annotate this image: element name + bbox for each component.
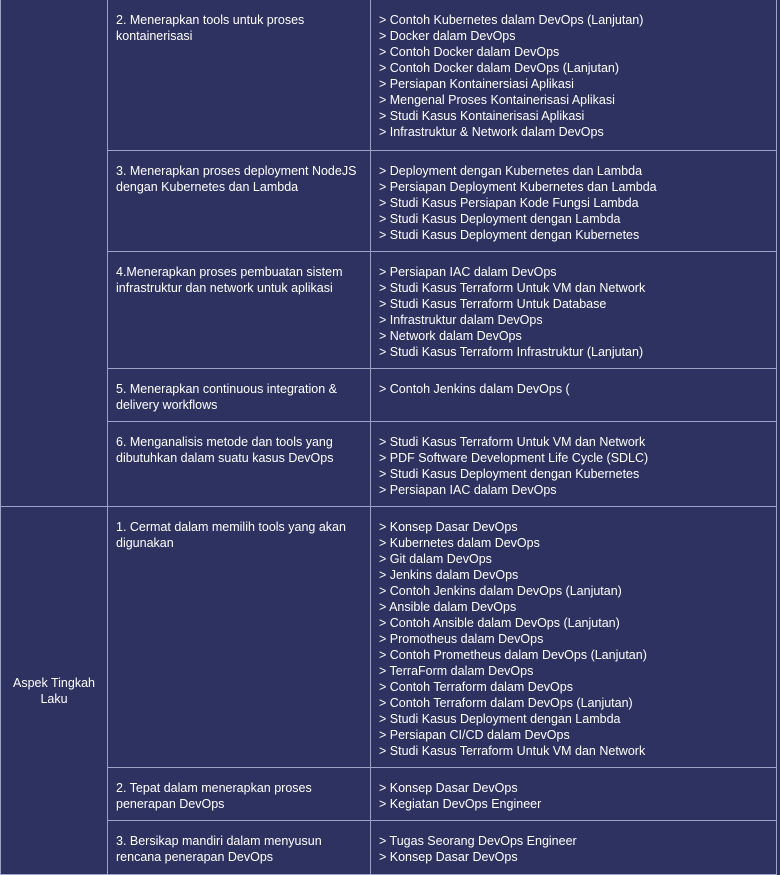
- material-item: > Konsep Dasar DevOps: [379, 850, 518, 864]
- material-item: > Persiapan IAC dalam DevOps: [379, 265, 557, 279]
- table-row: [1, 507, 777, 768]
- material-item: > Studi Kasus Deployment dengan Lambda: [379, 212, 621, 226]
- table-row: [1, 369, 777, 422]
- material-item: > Persiapan Kontainersiasi Aplikasi: [379, 77, 574, 91]
- competency-cell: [108, 252, 371, 369]
- material-item: > Mengenal Proses Kontainerisasi Aplikasi: [379, 93, 615, 107]
- competency-cell: [108, 0, 371, 151]
- material-cell: [371, 369, 777, 422]
- material-list: [379, 12, 768, 140]
- material-item: > Infrastruktur dalam DevOps: [379, 313, 543, 327]
- table-row: [1, 821, 777, 875]
- material-list: [379, 163, 768, 243]
- material-item: > Contoh Kubernetes dalam DevOps (Lanjutan): [379, 13, 644, 27]
- material-cell: [371, 768, 777, 821]
- competency-text: 4.Menerapkan proses pembuatan sistem infrastruktur dan network untuk aplikasi: [116, 265, 343, 295]
- material-item: > Studi Kasus Deployment dengan Lambda: [379, 712, 621, 726]
- material-item: > Persiapan IAC dalam DevOps: [379, 483, 557, 497]
- material-item: > Contoh Jenkins dalam DevOps (Lanjutan): [379, 584, 622, 598]
- aspect-cell: [1, 507, 108, 875]
- material-list: [379, 264, 768, 360]
- material-item: > Tugas Seorang DevOps Engineer: [379, 834, 577, 848]
- material-cell: [371, 0, 777, 151]
- material-cell: [371, 252, 777, 369]
- material-item: > Contoh Jenkins dalam DevOps (: [379, 382, 570, 396]
- competency-text: 6. Menganalisis metode dan tools yang dibutuhkan dalam suatu kasus DevOps: [116, 435, 334, 465]
- material-cell: [371, 151, 777, 252]
- material-item: > Promotheus dalam DevOps: [379, 632, 544, 646]
- table-row: [1, 151, 777, 252]
- material-item: > Studi Kasus Persiapan Kode Fungsi Lambda: [379, 196, 639, 210]
- material-item: > Studi Kasus Terraform Untuk VM dan Network: [379, 281, 646, 295]
- material-cell: [371, 507, 777, 768]
- material-item: > Docker dalam DevOps: [379, 29, 516, 43]
- material-item: > Konsep Dasar DevOps: [379, 520, 518, 534]
- competency-text: 2. Tepat dalam menerapkan proses penerapan DevOps: [116, 781, 312, 811]
- material-cell: [371, 422, 777, 507]
- competency-text: 5. Menerapkan continuous integration & delivery workflows: [116, 382, 337, 412]
- material-item: > TerraForm dalam DevOps: [379, 664, 534, 678]
- material-item: > Git dalam DevOps: [379, 552, 492, 566]
- material-item: > Studi Kasus Deployment dengan Kubernetes: [379, 467, 640, 481]
- table-row: [1, 422, 777, 507]
- material-item: > Studi Kasus Terraform Untuk VM dan Network: [379, 744, 646, 758]
- table-body: [1, 0, 777, 875]
- material-item: > Persiapan Deployment Kubernetes dan Lambda: [379, 180, 657, 194]
- competency-text: 2. Menerapkan tools untuk proses kontainerisasi: [116, 13, 305, 43]
- material-item: > Contoh Terraform dalam DevOps: [379, 680, 573, 694]
- material-item: > Kubernetes dalam DevOps: [379, 536, 540, 550]
- competency-cell: [108, 422, 371, 507]
- competency-text: 3. Bersikap mandiri dalam menyusun rencana penerapan DevOps: [116, 834, 322, 864]
- material-item: > Studi Kasus Terraform Untuk VM dan Network: [379, 435, 646, 449]
- competency-text: 3. Menerapkan proses deployment NodeJS dengan Kubernetes dan Lambda: [116, 164, 357, 194]
- material-list: [379, 780, 768, 812]
- material-list: [379, 833, 768, 865]
- material-list: [379, 519, 768, 759]
- material-item: > Deployment dengan Kubernetes dan Lambda: [379, 164, 643, 178]
- table-row: [1, 252, 777, 369]
- competency-cell: [108, 369, 371, 422]
- material-item: > Contoh Docker dalam DevOps: [379, 45, 560, 59]
- material-list: [379, 381, 768, 397]
- aspect-cell: [1, 0, 108, 507]
- competency-cell: [108, 821, 371, 875]
- competency-cell: [108, 768, 371, 821]
- material-item: > Contoh Ansible dalam DevOps (Lanjutan): [379, 616, 620, 630]
- competency-cell: [108, 151, 371, 252]
- material-item: > Contoh Terraform dalam DevOps (Lanjutan): [379, 696, 633, 710]
- material-item: > Studi Kasus Deployment dengan Kubernetes: [379, 228, 640, 242]
- material-cell: [371, 821, 777, 875]
- material-item: > Studi Kasus Terraform Infrastruktur (Lanjutan): [379, 345, 644, 359]
- material-item: > Contoh Docker dalam DevOps (Lanjutan): [379, 61, 620, 75]
- material-list: [379, 434, 768, 498]
- material-item: > Infrastruktur & Network dalam DevOps: [379, 125, 604, 139]
- material-item: > Studi Kasus Kontainerisasi Aplikasi: [379, 109, 585, 123]
- material-item: > PDF Software Development Life Cycle (SDLC): [379, 451, 649, 465]
- competency-text: 1. Cermat dalam memilih tools yang akan digunakan: [116, 520, 346, 550]
- material-item: > Contoh Prometheus dalam DevOps (Lanjutan): [379, 648, 647, 662]
- table-row: [1, 0, 777, 151]
- material-item: > Studi Kasus Terraform Untuk Database: [379, 297, 607, 311]
- material-item: > Kegiatan DevOps Engineer: [379, 797, 542, 811]
- material-item: > Jenkins dalam DevOps: [379, 568, 519, 582]
- material-item: > Network dalam DevOps: [379, 329, 522, 343]
- material-item: > Persiapan CI/CD dalam DevOps: [379, 728, 570, 742]
- aspect-label: Aspek Tingkah Laku: [13, 675, 95, 706]
- material-item: > Ansible dalam DevOps: [379, 600, 517, 614]
- competency-cell: [108, 507, 371, 768]
- table-row: [1, 768, 777, 821]
- material-item: > Konsep Dasar DevOps: [379, 781, 518, 795]
